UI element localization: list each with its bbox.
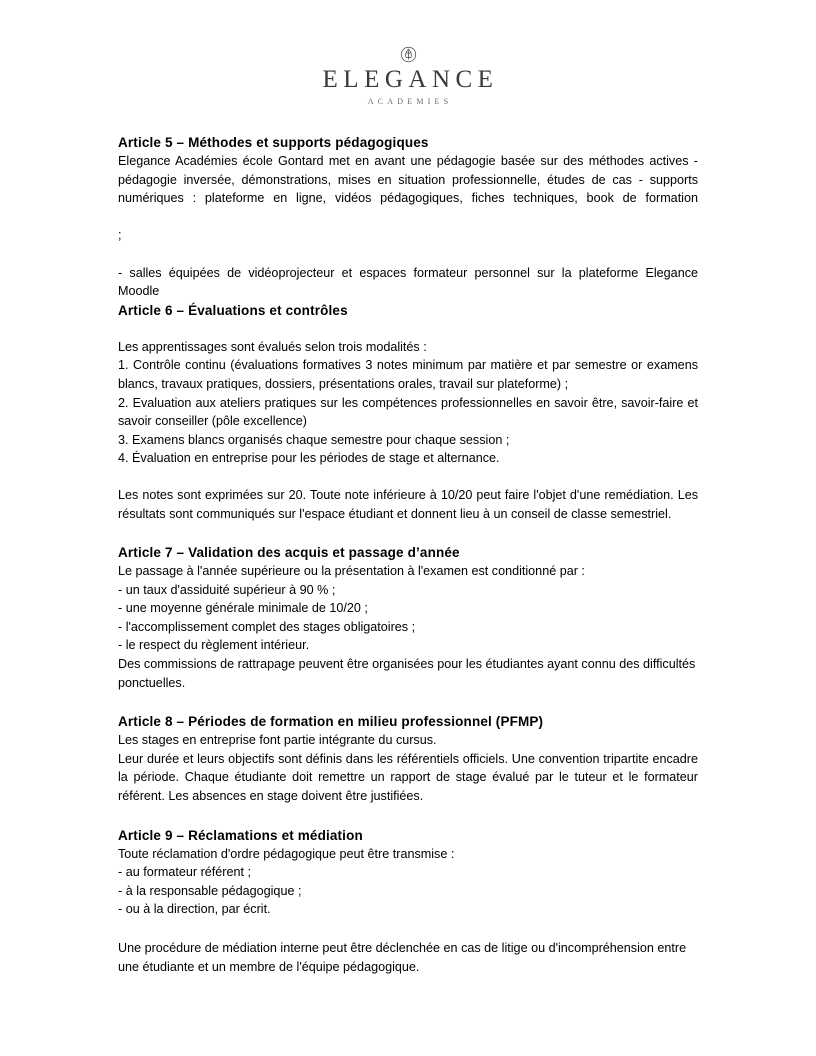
list-item: - une moyenne générale minimale de 10/20 ; — [118, 601, 368, 616]
section-closing: Des commissions de rattrapage peuvent être organisées pour les étudiantes ayant connu des difficultés ponctuelles. — [118, 657, 696, 690]
spacer — [118, 468, 698, 486]
list-item: 2. Evaluation aux ateliers pratiques sur les compétences professionnelles en savoir être, savoir-faire et savoir conseiller (pôle excellence) — [118, 395, 698, 429]
list-item: 4. Évaluation en entreprise pour les périodes de stage et alternance. — [118, 451, 500, 466]
brand-subtitle: ACADEMIES — [367, 97, 453, 107]
leaf-emblem-icon — [400, 46, 417, 63]
list-item: - au formateur référent ; — [118, 865, 251, 880]
section-closing: Une procédure de médiation interne peut être déclenchée en cas de litige ou d'incompréhension entre une étudiante et un membre de l'équipe pédagogique. — [118, 941, 687, 974]
section-closing: Les notes sont exprimées sur 20. Toute note inférieure à 10/20 peut faire l'objet d'une remédiation. Les résultats sont communiqués sur l'espace étudiant et donnent lieu à un conseil de classe semestriel. — [118, 487, 698, 521]
brand-logo — [0, 46, 816, 106]
list-item: - à la responsable pédagogique ; — [118, 883, 302, 898]
list-item: 3. Examens blancs organisés chaque semestre pour chaque session ; — [118, 432, 510, 447]
spacer — [118, 692, 698, 712]
section-paragraph: ; — [118, 228, 122, 243]
document-body — [118, 133, 698, 976]
section-paragraph: Elegance Académies école Gontard met en avant une pédagogie basée sur des méthodes actives - pédagogie inversée, démonstrations, mises en situation professionnelle, études de cas - supports numériques : plateforme en ligne, vidéos pédagogiques, fiches techniques, book de formation — [118, 154, 698, 206]
section-article-6 — [118, 301, 698, 523]
section-article-8 — [118, 712, 698, 805]
section-intro: Les apprentissages sont évalués selon trois modalités : — [118, 339, 427, 354]
list-item: 1. Contrôle continu (évaluations formatives 3 notes minimum par matière et par semestre or examens blancs, travaux pratiques, dossiers, présentations orales, travail sur plateforme) ; — [118, 358, 698, 391]
section-article-7 — [118, 543, 698, 692]
list-item: - le respect du règlement intérieur. — [118, 638, 310, 653]
section-heading: Article 8 – Périodes de formation en milieu professionnel (PFMP) — [118, 714, 544, 730]
section-intro: Les stages en entreprise font partie intégrante du cursus. — [118, 733, 437, 748]
brand-wordmark: ELEGANCE — [322, 66, 499, 93]
list-item: - ou à la direction, par écrit. — [118, 902, 271, 917]
section-article-5 — [118, 133, 698, 301]
list-item: - un taux d'assiduité supérieur à 90 % ; — [118, 582, 336, 597]
section-intro: Le passage à l'année supérieure ou la présentation à l'examen est conditionné par : — [118, 564, 585, 579]
spacer — [118, 320, 698, 338]
section-intro: Toute réclamation d'ordre pédagogique peut être transmise : — [118, 846, 455, 861]
section-heading: Article 7 – Validation des acquis et passage d’année — [118, 545, 460, 561]
section-heading: Article 6 – Évaluations et contrôles — [118, 302, 348, 318]
section-article-9 — [118, 826, 698, 977]
section-heading: Article 9 – Réclamations et médiation — [118, 827, 363, 843]
spacer — [118, 806, 698, 826]
spacer — [118, 523, 698, 543]
spacer — [118, 919, 698, 939]
list-item: - l'accomplissement complet des stages obligatoires ; — [118, 619, 416, 634]
section-closing: Leur durée et leurs objectifs sont définis dans les référentiels officiels. Une convention tripartite encadre la période. Chaque étudiante doit remettre un rapport de stage évalué par le tuteur et le formateur référent. Les absences en stage doivent être justifiées. — [118, 751, 698, 804]
section-heading: Article 5 – Méthodes et supports pédagogiques — [118, 135, 429, 150]
section-paragraph: - salles équipées de vidéoprojecteur et espaces formateur personnel sur la plateforme Elegance Moodle — [118, 265, 698, 299]
